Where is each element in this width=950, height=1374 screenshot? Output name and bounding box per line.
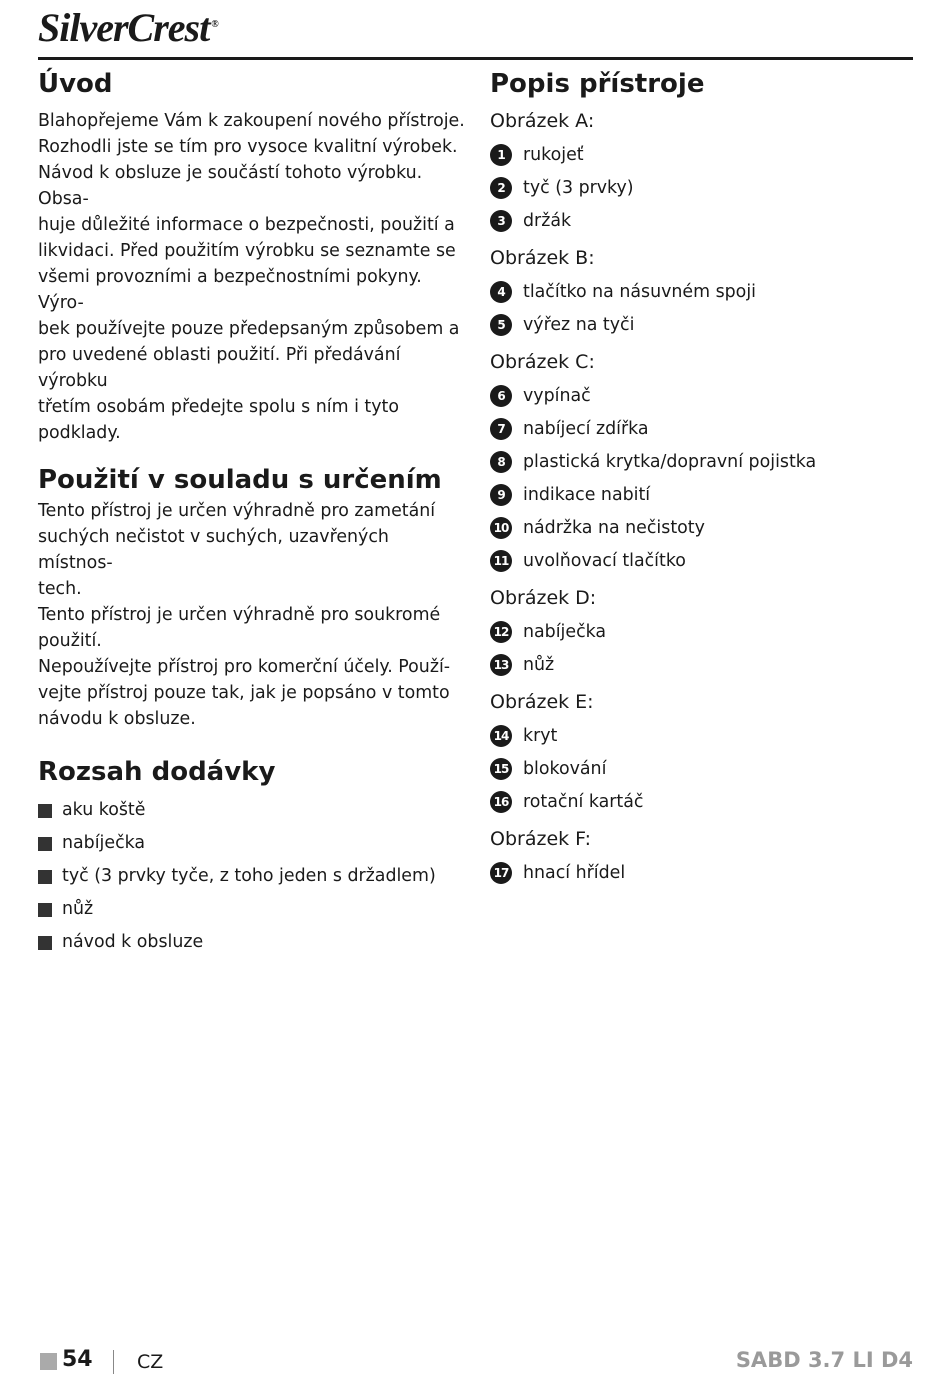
right-column	[490, 66, 930, 895]
intro-section	[38, 66, 468, 446]
part-item	[490, 544, 930, 577]
part-label: rukojeť	[523, 144, 584, 165]
part-label: tyč (3 prvky)	[523, 177, 634, 198]
part-number-badge: 17	[490, 862, 512, 884]
figure-label: Obrázek D:	[490, 587, 597, 609]
figure-group-c	[490, 347, 930, 577]
part-label: tlačítko na násuvném spoji	[523, 281, 756, 302]
intended-use-line: Nepoužívejte přístroj pro komerční účely. Použí-	[38, 657, 451, 677]
bullet-square-icon	[38, 870, 52, 884]
model-number: SABD 3.7 LI D4	[735, 1348, 913, 1372]
delivery-item	[38, 893, 468, 926]
part-item	[490, 171, 930, 204]
intended-use-line: tech.	[38, 579, 82, 599]
part-number-badge: 4	[490, 281, 512, 303]
registered-mark: ®	[211, 18, 218, 30]
intro-line: Návod k obsluze je součástí tohoto výrobku. Obsa-	[38, 163, 423, 209]
description-heading: Popis přístroje	[490, 69, 705, 99]
language-code: CZ	[137, 1351, 164, 1373]
part-item	[490, 752, 930, 785]
part-label: kryt	[523, 725, 558, 746]
part-label: vypínač	[523, 385, 591, 406]
intended-use-section	[38, 462, 468, 732]
figure-label: Obrázek F:	[490, 828, 592, 850]
part-item	[490, 478, 930, 511]
part-label: nabíječka	[523, 621, 607, 642]
figure-group-f	[490, 824, 930, 889]
part-item	[490, 445, 930, 478]
part-item	[490, 204, 930, 237]
intro-line: Blahopřejeme Vám k zakoupení nového přístroje.	[38, 111, 465, 131]
delivery-item	[38, 827, 468, 860]
intro-line: pro uvedené oblasti použití. Při předávání výrobku	[38, 345, 401, 391]
part-number-badge: 15	[490, 758, 512, 780]
part-number-badge: 14	[490, 725, 512, 747]
part-number-badge: 3	[490, 210, 512, 232]
delivery-item	[38, 794, 468, 827]
part-number-badge: 10	[490, 517, 512, 539]
bullet-square-icon	[38, 903, 52, 917]
intended-use-text	[38, 498, 468, 732]
page-number: 54	[62, 1347, 93, 1372]
part-label: plastická krytka/dopravní pojistka	[523, 451, 817, 472]
part-number-badge: 12	[490, 621, 512, 643]
delivery-item-label: tyč (3 prvky tyče, z toho jeden s držadlem)	[62, 866, 436, 886]
part-number-badge: 8	[490, 451, 512, 473]
part-item	[490, 308, 930, 341]
figure-group-b	[490, 243, 930, 341]
delivery-heading: Rozsah dodávky	[38, 757, 276, 787]
part-number-badge: 9	[490, 484, 512, 506]
part-item	[490, 648, 930, 681]
intro-line: huje důležité informace o bezpečnosti, použití a	[38, 215, 455, 235]
delivery-item-label: nabíječka	[62, 833, 146, 853]
part-item	[490, 412, 930, 445]
part-number-badge: 5	[490, 314, 512, 336]
part-number-badge: 1	[490, 144, 512, 166]
part-item	[490, 785, 930, 818]
part-item	[490, 511, 930, 544]
part-number-badge: 13	[490, 654, 512, 676]
delivery-item	[38, 926, 468, 959]
part-number-badge: 7	[490, 418, 512, 440]
figure-group-e	[490, 687, 930, 818]
part-label: výřez na tyči	[523, 314, 635, 335]
intro-line: třetím osobám předejte spolu s ním i tyto podklady.	[38, 397, 399, 443]
intended-use-line: vejte přístroj pouze tak, jak je popsáno v tomto	[38, 683, 450, 703]
part-item	[490, 379, 930, 412]
brand-logo	[38, 4, 218, 51]
intro-line: Rozhodli jste se tím pro vysoce kvalitní výrobek.	[38, 137, 458, 157]
intended-use-line: Tento přístroj je určen výhradně pro soukromé	[38, 605, 441, 625]
figure-label: Obrázek C:	[490, 351, 595, 373]
part-item	[490, 719, 930, 752]
intended-use-line: návodu k obsluze.	[38, 709, 196, 729]
part-item	[490, 275, 930, 308]
part-label: držák	[523, 210, 572, 231]
delivery-list	[38, 794, 468, 959]
intro-line: bek používejte pouze předepsaným způsobem a	[38, 319, 460, 339]
delivery-item-label: návod k obsluze	[62, 932, 204, 952]
brand-name: SilverCrest	[38, 5, 210, 50]
part-label: nádržka na nečistoty	[523, 517, 705, 538]
intro-heading: Úvod	[38, 69, 113, 99]
part-label: rotační kartáč	[523, 791, 644, 812]
intro-line: likvidaci. Před použitím výrobku se seznamte se	[38, 241, 456, 261]
intended-use-heading: Použití v souladu s určením	[38, 465, 442, 495]
intro-line: všemi provozními a bezpečnostními pokyny. Výro-	[38, 267, 422, 313]
delivery-item	[38, 860, 468, 893]
footer-square-icon	[40, 1353, 57, 1370]
figure-label: Obrázek A:	[490, 110, 595, 132]
intended-use-line: suchých nečistot v suchých, uzavřených místnos-	[38, 527, 389, 573]
part-number-badge: 6	[490, 385, 512, 407]
intended-use-line: Tento přístroj je určen výhradně pro zametání	[38, 501, 436, 521]
part-number-badge: 11	[490, 550, 512, 572]
left-column	[38, 66, 468, 959]
bullet-square-icon	[38, 804, 52, 818]
figure-label: Obrázek B:	[490, 247, 595, 269]
bullet-square-icon	[38, 837, 52, 851]
figure-label: Obrázek E:	[490, 691, 594, 713]
part-label: nabíjecí zdířka	[523, 418, 649, 439]
header-rule	[38, 57, 913, 60]
footer-divider	[113, 1350, 114, 1374]
part-label: indikace nabití	[523, 484, 651, 505]
intro-text	[38, 108, 468, 446]
intended-use-line: použití.	[38, 631, 102, 651]
part-label: hnací hřídel	[523, 862, 626, 883]
part-item	[490, 138, 930, 171]
part-number-badge: 16	[490, 791, 512, 813]
figure-group-a	[490, 106, 930, 237]
part-item	[490, 615, 930, 648]
part-label: nůž	[523, 654, 555, 675]
part-label: blokování	[523, 758, 607, 779]
part-number-badge: 2	[490, 177, 512, 199]
figure-group-d	[490, 583, 930, 681]
delivery-item-label: nůž	[62, 899, 94, 919]
part-item	[490, 856, 930, 889]
bullet-square-icon	[38, 936, 52, 950]
delivery-item-label: aku koště	[62, 800, 146, 820]
delivery-section	[38, 754, 468, 959]
part-label: uvolňovací tlačítko	[523, 550, 686, 571]
